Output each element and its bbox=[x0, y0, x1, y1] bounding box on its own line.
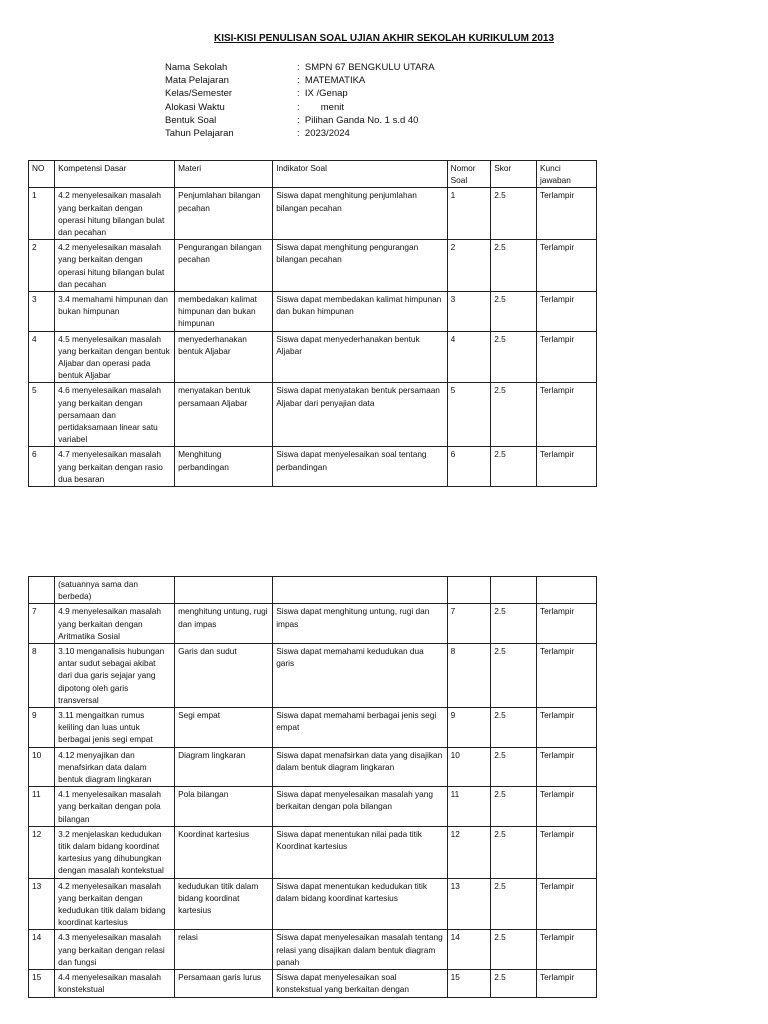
table-row bbox=[29, 331, 597, 383]
cell-indikator-soal: Siswa dapat membedakan kalimat himpunan dan bukan himpunan bbox=[273, 292, 447, 332]
table-row bbox=[29, 188, 597, 240]
cell-indikator-soal: Siswa dapat menafsirkan data yang disajikan dalam bentuk diagram lingkaran bbox=[273, 747, 447, 787]
cell-materi: Koordinat kartesius bbox=[175, 826, 273, 878]
cell-nomor-soal: 8 bbox=[447, 644, 491, 708]
cell-skor: 2.5 bbox=[491, 383, 537, 447]
cell-kunci-jawaban: Terlampir bbox=[536, 826, 596, 878]
title-main: KISI-KISI PENULISAN SOAL UJIAN AKHIR SEKOLAH bbox=[213, 33, 466, 44]
cell-materi: Segi empat bbox=[175, 708, 273, 748]
table-row bbox=[29, 787, 597, 827]
document-title bbox=[0, 33, 768, 44]
cell-indikator-soal: Siswa dapat memahami berbagai jenis segi empat bbox=[273, 708, 447, 748]
cell-skor: 2.5 bbox=[491, 708, 537, 748]
table-row bbox=[29, 930, 597, 970]
cell-no: 6 bbox=[29, 447, 55, 487]
cell-skor: 2.5 bbox=[491, 188, 537, 240]
header-indikator-soal: Indikator Soal bbox=[273, 161, 447, 188]
header-nomor-soal: Nomor Soal bbox=[447, 161, 491, 188]
cell-nomor-soal: 10 bbox=[447, 747, 491, 787]
info-label: Mata Pelajaran bbox=[165, 75, 229, 87]
cell-kompetensi-dasar: 4.2 menyelesaikan masalah yang berkaitan dengan kedudukan titik dalam bidang koordinat kartesius bbox=[55, 878, 175, 930]
cell-nomor-soal: 12 bbox=[447, 826, 491, 878]
info-row bbox=[165, 101, 435, 114]
cell-skor: 2.5 bbox=[491, 644, 537, 708]
title-kurikulum: KURIKULUM 2013 bbox=[468, 33, 555, 44]
table-header-row bbox=[29, 161, 597, 188]
cell-no: 13 bbox=[29, 878, 55, 930]
cell-nomor-soal: 4 bbox=[447, 331, 491, 383]
cell-materi: relasi bbox=[175, 930, 273, 970]
info-row bbox=[165, 74, 435, 87]
info-label: Bentuk Soal bbox=[165, 114, 217, 126]
table-row bbox=[29, 708, 597, 748]
cell-kunci-jawaban: Terlampir bbox=[536, 331, 596, 383]
cell-nomor-soal: 3 bbox=[447, 292, 491, 332]
cell-kunci-jawaban: Terlampir bbox=[536, 188, 596, 240]
cell-kunci-jawaban: Terlampir bbox=[536, 383, 596, 447]
cell-skor bbox=[491, 577, 537, 604]
cell-indikator-soal: Siswa dapat menyatakan bentuk persamaan Aljabar dari penyajian data bbox=[273, 383, 447, 447]
table-row bbox=[29, 747, 597, 787]
cell-kompetensi-dasar: 3.10 menganalisis hubungan antar sudut sebagai akibat dari dua garis sejajar yang dipotong oleh garis transversal bbox=[55, 644, 175, 708]
cell-kunci-jawaban: Terlampir bbox=[536, 787, 596, 827]
cell-kompetensi-dasar: 4.6 menyelesaikan masalah yang berkaitan dengan persamaan dan pertidaksamaan linear satu variabel bbox=[55, 383, 175, 447]
info-label: Alokasi Waktu bbox=[165, 101, 225, 113]
cell-skor: 2.5 bbox=[491, 331, 537, 383]
cell-no: 4 bbox=[29, 331, 55, 383]
header-skor: Skor bbox=[491, 161, 537, 188]
cell-indikator-soal: Siswa dapat menentukan nilai pada titik Koordinat kartesius bbox=[273, 826, 447, 878]
cell-nomor-soal: 1 bbox=[447, 188, 491, 240]
cell-indikator-soal: Siswa dapat menyederhanakan bentuk Aljabar bbox=[273, 331, 447, 383]
cell-kompetensi-dasar: 4.2 menyelesaikan masalah yang berkaitan dengan operasi hitung bilangan bulat dan pecahan bbox=[55, 240, 175, 292]
cell-kompetensi-dasar: 4.7 menyelesaikan masalah yang berkaitan dengan rasio dua besaran bbox=[55, 447, 175, 487]
cell-kompetensi-dasar: 4.9 menyelesaikan masalah yang berkaitan dengan Aritmatika Sosial bbox=[55, 604, 175, 644]
info-label: Tahun Pelajaran bbox=[165, 127, 234, 139]
cell-kompetensi-dasar: (satuannya sama dan berbeda) bbox=[55, 577, 175, 604]
cell-nomor-soal: 9 bbox=[447, 708, 491, 748]
cell-no bbox=[29, 577, 55, 604]
cell-kunci-jawaban: Terlampir bbox=[536, 747, 596, 787]
cell-materi: Diagram lingkaran bbox=[175, 747, 273, 787]
cell-kompetensi-dasar: 3.4 memahami himpunan dan bukan himpunan bbox=[55, 292, 175, 332]
table-row bbox=[29, 447, 597, 487]
info-label: Kelas/Semester bbox=[165, 88, 233, 100]
cell-indikator-soal: Siswa dapat menghitung pengurangan bilangan pecahan bbox=[273, 240, 447, 292]
cell-skor: 2.5 bbox=[491, 604, 537, 644]
cell-materi: menyatakan bentuk persamaan Aljabar bbox=[175, 383, 273, 447]
cell-kunci-jawaban: Terlampir bbox=[536, 292, 596, 332]
cell-skor: 2.5 bbox=[491, 826, 537, 878]
cell-indikator-soal: Siswa dapat menghitung penjumlahan bilangan pecahan bbox=[273, 188, 447, 240]
info-value: : IX /Genap bbox=[297, 88, 348, 100]
cell-kompetensi-dasar: 4.3 menyelesaikan masalah yang berkaitan dengan relasi dan fungsi bbox=[55, 930, 175, 970]
cell-kompetensi-dasar: 4.5 menyelesaikan masalah yang berkaitan dengan bentuk Aljabar dan operasi pada bentuk Aljabar bbox=[55, 331, 175, 383]
cell-no: 15 bbox=[29, 970, 55, 997]
table-row bbox=[29, 644, 597, 708]
info-value: : MATEMATIKA bbox=[297, 75, 366, 87]
cell-indikator-soal: Siswa dapat menyelesaikan soal konstekstual yang berkaitan dengan bbox=[273, 970, 447, 997]
kisi-kisi-table-part-2 bbox=[28, 576, 597, 998]
info-value: : menit bbox=[297, 101, 344, 113]
cell-kunci-jawaban: Terlampir bbox=[536, 644, 596, 708]
cell-no: 1 bbox=[29, 188, 55, 240]
header-materi: Materi bbox=[175, 161, 273, 188]
cell-kompetensi-dasar: 4.12 menyajikan dan menafsirkan data dalam bentuk diagram lingkaran bbox=[55, 747, 175, 787]
cell-nomor-soal: 5 bbox=[447, 383, 491, 447]
table-row bbox=[29, 240, 597, 292]
info-value: : SMPN 67 BENGKULU UTARA bbox=[297, 62, 435, 73]
cell-kunci-jawaban: Terlampir bbox=[536, 878, 596, 930]
info-label: Nama Sekolah bbox=[165, 62, 228, 73]
table-row bbox=[29, 292, 597, 332]
cell-no: 11 bbox=[29, 787, 55, 827]
cell-materi: kedudukan titik dalam bidang koordinat kartesius bbox=[175, 878, 273, 930]
cell-no: 8 bbox=[29, 644, 55, 708]
cell-materi: Penjumlahan bilangan pecahan bbox=[175, 188, 273, 240]
cell-no: 5 bbox=[29, 383, 55, 447]
info-value: : Pilihan Ganda No. 1 s.d 40 bbox=[297, 114, 419, 126]
cell-materi: Menghitung perbandingan bbox=[175, 447, 273, 487]
cell-kompetensi-dasar: 4.4 menyelesaikan masalah konstekstual bbox=[55, 970, 175, 997]
cell-materi bbox=[175, 577, 273, 604]
cell-skor: 2.5 bbox=[491, 292, 537, 332]
cell-indikator-soal: Siswa dapat menyelesaikan masalah tentang relasi yang disajikan dalam bentuk diagram panah bbox=[273, 930, 447, 970]
cell-indikator-soal: Siswa dapat menyelesaikan soal tentang perbandingan bbox=[273, 447, 447, 487]
cell-skor: 2.5 bbox=[491, 747, 537, 787]
cell-no: 7 bbox=[29, 604, 55, 644]
info-row bbox=[165, 127, 435, 140]
school-info-block bbox=[165, 61, 435, 140]
cell-indikator-soal: Siswa dapat menentukan kedudukan titik dalam bidang koordinat kartesius bbox=[273, 878, 447, 930]
table-row bbox=[29, 970, 597, 997]
cell-skor: 2.5 bbox=[491, 930, 537, 970]
cell-indikator-soal: Siswa dapat menghitung untung, rugi dan impas bbox=[273, 604, 447, 644]
table-row bbox=[29, 577, 597, 604]
info-row bbox=[165, 61, 435, 74]
cell-materi: Garis dan sudut bbox=[175, 644, 273, 708]
cell-kompetensi-dasar: 4.1 menyelesaikan masalah yang berkaitan dengan pola bilangan bbox=[55, 787, 175, 827]
cell-no: 10 bbox=[29, 747, 55, 787]
header-no: NO bbox=[29, 161, 55, 188]
info-row bbox=[165, 87, 435, 100]
cell-kompetensi-dasar: 3.2 menjelaskan kedudukan titik dalam bidang koordinat kartesius yang dihubungkan dengan masalah kontekstual bbox=[55, 826, 175, 878]
header-kunci-jawaban: Kunci jawaban bbox=[536, 161, 596, 188]
header-kompetensi-dasar: Kompetensi Dasar bbox=[55, 161, 175, 188]
cell-nomor-soal: 2 bbox=[447, 240, 491, 292]
cell-nomor-soal: 6 bbox=[447, 447, 491, 487]
cell-materi: Persamaan garis lurus bbox=[175, 970, 273, 997]
cell-nomor-soal: 7 bbox=[447, 604, 491, 644]
cell-nomor-soal: 15 bbox=[447, 970, 491, 997]
table-row bbox=[29, 826, 597, 878]
cell-kompetensi-dasar: 3.11 mengaitkan rumus keliling dan luas untuk berbagai jenis segi empat bbox=[55, 708, 175, 748]
cell-kunci-jawaban: Terlampir bbox=[536, 708, 596, 748]
cell-materi: menghitung untung, rugi dan impas bbox=[175, 604, 273, 644]
cell-materi: membedakan kalimat himpunan dan bukan himpunan bbox=[175, 292, 273, 332]
cell-kompetensi-dasar: 4.2 menyelesaikan masalah yang berkaitan dengan operasi hitung bilangan bulat dan pecahan bbox=[55, 188, 175, 240]
table-row bbox=[29, 604, 597, 644]
cell-no: 3 bbox=[29, 292, 55, 332]
cell-kunci-jawaban: Terlampir bbox=[536, 930, 596, 970]
cell-kunci-jawaban: Terlampir bbox=[536, 970, 596, 997]
cell-skor: 2.5 bbox=[491, 787, 537, 827]
cell-kunci-jawaban bbox=[536, 577, 596, 604]
cell-skor: 2.5 bbox=[491, 240, 537, 292]
cell-indikator-soal: Siswa dapat menyelesaikan masalah yang berkaitan dengan pola bilangan bbox=[273, 787, 447, 827]
info-row bbox=[165, 114, 435, 127]
kisi-kisi-table-part-1 bbox=[28, 160, 597, 487]
cell-nomor-soal: 13 bbox=[447, 878, 491, 930]
cell-kunci-jawaban: Terlampir bbox=[536, 447, 596, 487]
cell-nomor-soal: 14 bbox=[447, 930, 491, 970]
cell-kunci-jawaban: Terlampir bbox=[536, 604, 596, 644]
cell-skor: 2.5 bbox=[491, 447, 537, 487]
cell-nomor-soal bbox=[447, 577, 491, 604]
cell-materi: menyederhanakan bentuk Aljabar bbox=[175, 331, 273, 383]
cell-skor: 2.5 bbox=[491, 878, 537, 930]
cell-no: 2 bbox=[29, 240, 55, 292]
cell-no: 14 bbox=[29, 930, 55, 970]
cell-materi: Pola bilangan bbox=[175, 787, 273, 827]
cell-indikator-soal bbox=[273, 577, 447, 604]
cell-materi: Pengurangan bilangan pecahan bbox=[175, 240, 273, 292]
cell-no: 12 bbox=[29, 826, 55, 878]
cell-kunci-jawaban: Terlampir bbox=[536, 240, 596, 292]
info-value: : 2023/2024 bbox=[297, 127, 350, 139]
cell-indikator-soal: Siswa dapat memahami kedudukan dua garis bbox=[273, 644, 447, 708]
cell-no: 9 bbox=[29, 708, 55, 748]
table-row bbox=[29, 878, 597, 930]
cell-nomor-soal: 11 bbox=[447, 787, 491, 827]
cell-skor: 2.5 bbox=[491, 970, 537, 997]
table-row bbox=[29, 383, 597, 447]
